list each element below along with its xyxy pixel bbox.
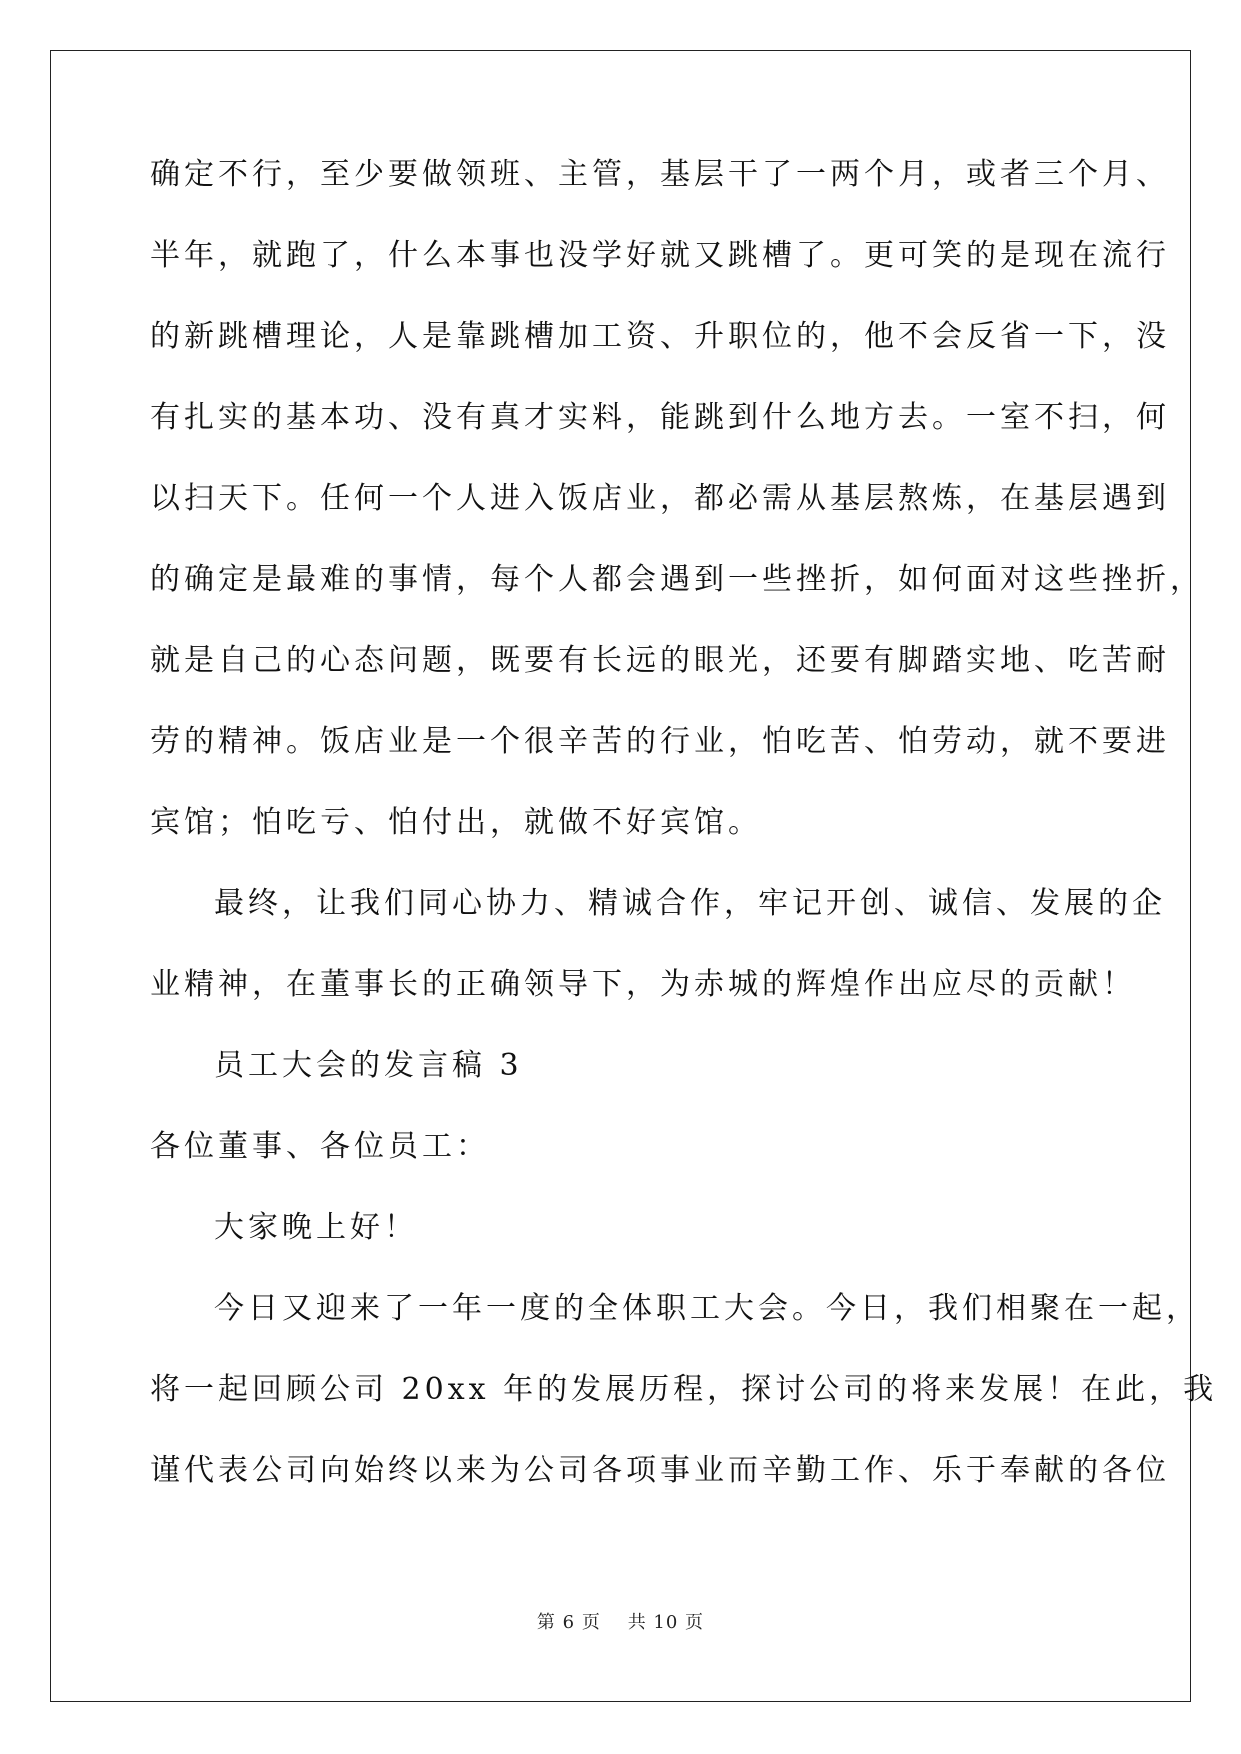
body-line: 劳的精神。饭店业是一个很辛苦的行业，怕吃苦、怕劳动，就不要进 [150, 724, 1170, 759]
paragraph-first-line: 今日又迎来了一年一度的全体职工大会。今日，我们相聚在一起， [214, 1291, 1200, 1326]
paragraph-first-line: 最终，让我们同心协力、精诚合作，牢记开创、诚信、发展的企 [214, 886, 1166, 921]
section-heading: 员工大会的发言稿 3 [214, 1048, 523, 1083]
body-line: 确定不行，至少要做领班、主管，基层干了一两个月，或者三个月、 [150, 157, 1170, 192]
greeting: 大家晚上好！ [214, 1210, 418, 1245]
body-line: 的确定是最难的事情，每个人都会遇到一些挫折，如何面对这些挫折， [150, 562, 1204, 597]
page-footer [0, 1608, 1241, 1634]
body-line: 有扎实的基本功、没有真才实料，能跳到什么地方去。一室不扫，何 [150, 400, 1170, 435]
body-line: 的新跳槽理论，人是靠跳槽加工资、升职位的，他不会反省一下，没 [150, 319, 1170, 354]
salutation: 各位董事、各位员工： [150, 1129, 490, 1164]
body-line: 谨代表公司向始终以来为公司各项事业而辛勤工作、乐于奉献的各位 [150, 1453, 1170, 1488]
body-line: 宾馆；怕吃亏、怕付出，就做不好宾馆。 [150, 805, 762, 840]
body-line: 就是自己的心态问题，既要有长远的眼光，还要有脚踏实地、吃苦耐 [150, 643, 1170, 678]
document-body [150, 148, 1218, 1525]
body-line: 以扫天下。任何一个人进入饭店业，都必需从基层熬炼，在基层遇到 [150, 481, 1170, 516]
body-line: 业精神，在董事长的正确领导下，为赤城的辉煌作出应尽的贡献！ [150, 967, 1136, 1002]
body-line: 半年，就跑了，什么本事也没学好就又跳槽了。更可笑的是现在流行 [150, 238, 1170, 273]
page-number: 第 6 页 共 10 页 [536, 1612, 705, 1633]
body-line: 将一起回顾公司 20xx 年的发展历程，探讨公司的将来发展！在此，我 [150, 1372, 1218, 1407]
